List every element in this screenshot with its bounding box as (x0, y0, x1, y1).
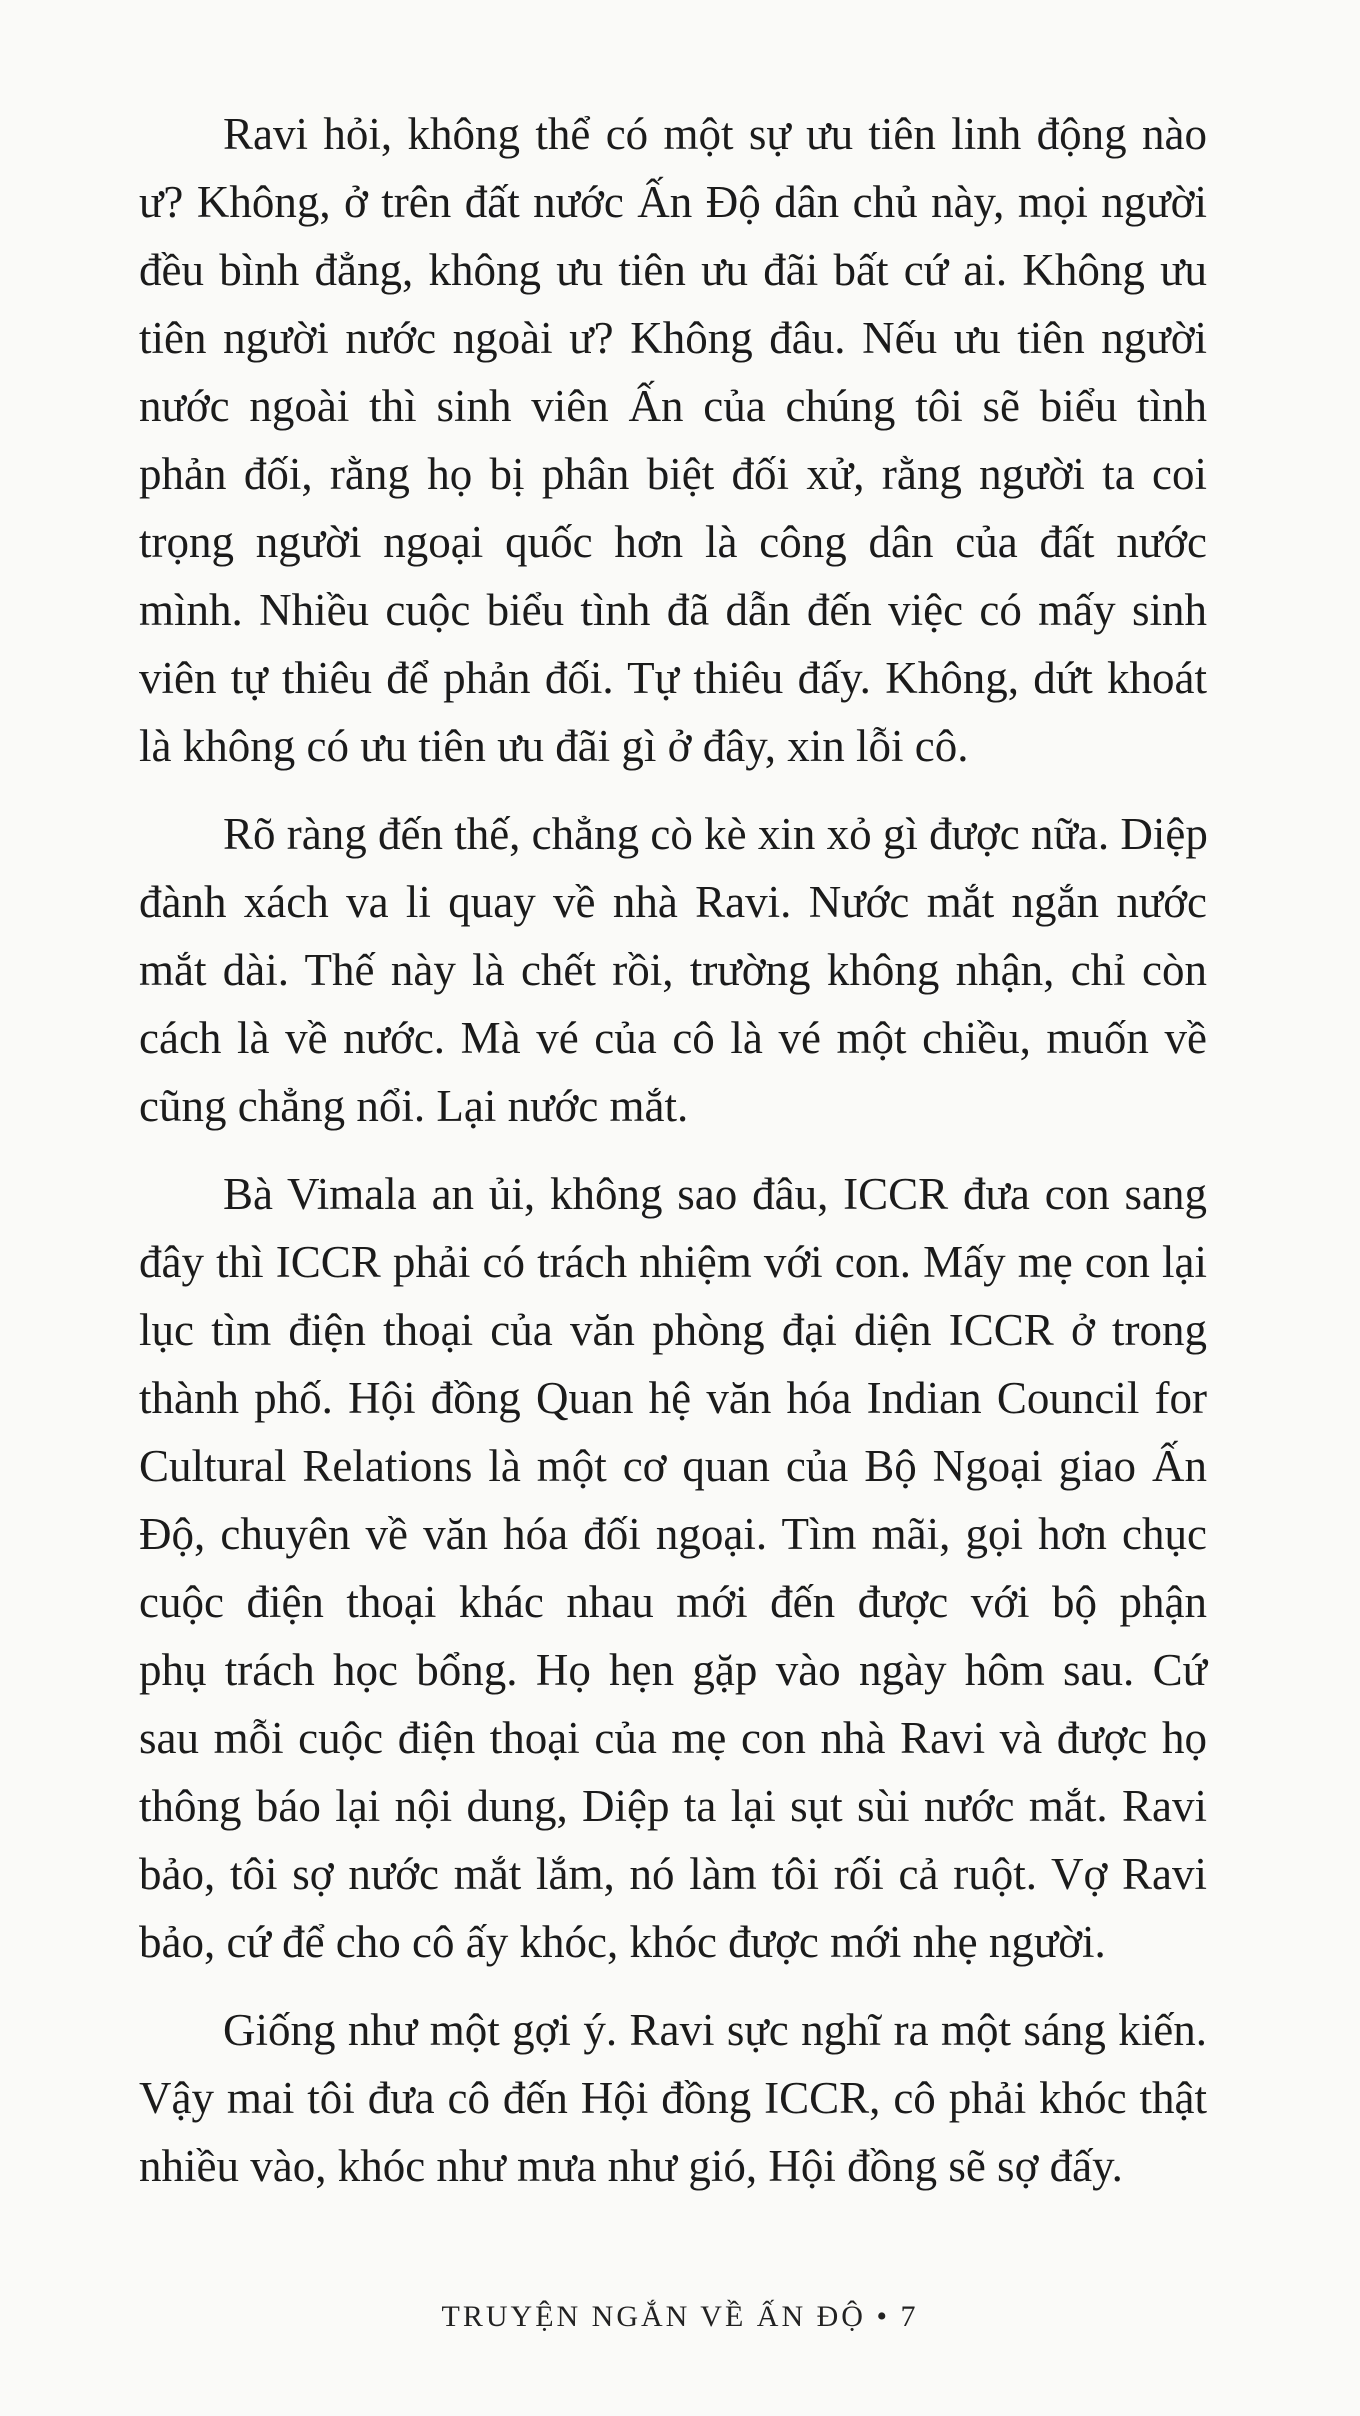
text-line: tiên người nước ngoài ư? Không đâu. Nếu ưu tiên người (139, 313, 1207, 363)
paragraph (139, 1160, 1207, 1976)
paragraph (139, 1996, 1207, 2200)
text-line: Độ, chuyên về văn hóa đối ngoại. Tìm mãi, gọi hơn chục (139, 1509, 1207, 1559)
paragraph (139, 100, 1207, 780)
text-line: lục tìm điện thoại của văn phòng đại diện ICCR ở trong (139, 1305, 1207, 1355)
text-line: trọng người ngoại quốc hơn là công dân của đất nước (139, 517, 1207, 567)
text-line: đây thì ICCR phải có trách nhiệm với con. Mấy mẹ con lại (139, 1237, 1207, 1287)
text-line: Giống như một gợi ý. Ravi sực nghĩ ra một sáng kiến. (223, 2005, 1207, 2055)
running-footer: TRUYỆN NGẮN VỀ ẤN ĐỘ • 7 (441, 2300, 919, 2333)
text-line: mắt dài. Thế này là chết rồi, trường không nhận, chỉ còn (139, 945, 1207, 995)
text-line: bảo, tôi sợ nước mắt lắm, nó làm tôi rối cả ruột. Vợ Ravi (139, 1849, 1207, 1899)
text-line: Cultural Relations là một cơ quan của Bộ Ngoại giao Ấn (139, 1441, 1207, 1491)
text-line: Ravi hỏi, không thể có một sự ưu tiên linh động nào (223, 109, 1207, 159)
text-line: sau mỗi cuộc điện thoại của mẹ con nhà Ravi và được họ (139, 1713, 1207, 1763)
paragraph (139, 800, 1207, 1140)
text-line: là không có ưu tiên ưu đãi gì ở đây, xin lỗi cô. (139, 721, 969, 771)
text-line: ư? Không, ở trên đất nước Ấn Độ dân chủ này, mọi người (139, 177, 1207, 227)
text-line: đều bình đẳng, không ưu tiên ưu đãi bất cứ ai. Không ưu (139, 245, 1207, 295)
text-line: Rõ ràng đến thế, chẳng cò kè xin xỏ gì được nữa. Diệp (223, 809, 1208, 859)
text-line: bảo, cứ để cho cô ấy khóc, khóc được mới nhẹ người. (139, 1917, 1106, 1967)
text-line: cũng chẳng nổi. Lại nước mắt. (139, 1081, 689, 1131)
text-line: cách là về nước. Mà vé của cô là vé một chiều, muốn về (139, 1013, 1207, 1063)
text-line: Vậy mai tôi đưa cô đến Hội đồng ICCR, cô phải khóc thật (139, 2073, 1207, 2123)
page-body (139, 100, 1207, 2200)
text-line: phản đối, rằng họ bị phân biệt đối xử, rằng người ta coi (139, 449, 1207, 499)
text-line: nước ngoài thì sinh viên Ấn của chúng tôi sẽ biểu tình (139, 381, 1207, 431)
text-line: cuộc điện thoại khác nhau mới đến được với bộ phận (139, 1577, 1207, 1627)
text-line: thông báo lại nội dung, Diệp ta lại sụt sùi nước mắt. Ravi (139, 1781, 1207, 1831)
text-line: phụ trách học bổng. Họ hẹn gặp vào ngày hôm sau. Cứ (139, 1645, 1207, 1695)
text-line: Bà Vimala an ủi, không sao đâu, ICCR đưa con sang (223, 1169, 1207, 1219)
text-line: nhiều vào, khóc như mưa như gió, Hội đồng sẽ sợ đấy. (139, 2141, 1123, 2191)
text-line: mình. Nhiều cuộc biểu tình đã dẫn đến việc có mấy sinh (139, 585, 1207, 635)
text-line: thành phố. Hội đồng Quan hệ văn hóa Indian Council for (139, 1373, 1207, 1423)
text-line: đành xách va li quay về nhà Ravi. Nước mắt ngắn nước (139, 877, 1207, 927)
text-line: viên tự thiêu để phản đối. Tự thiêu đấy. Không, dứt khoát (139, 653, 1207, 703)
